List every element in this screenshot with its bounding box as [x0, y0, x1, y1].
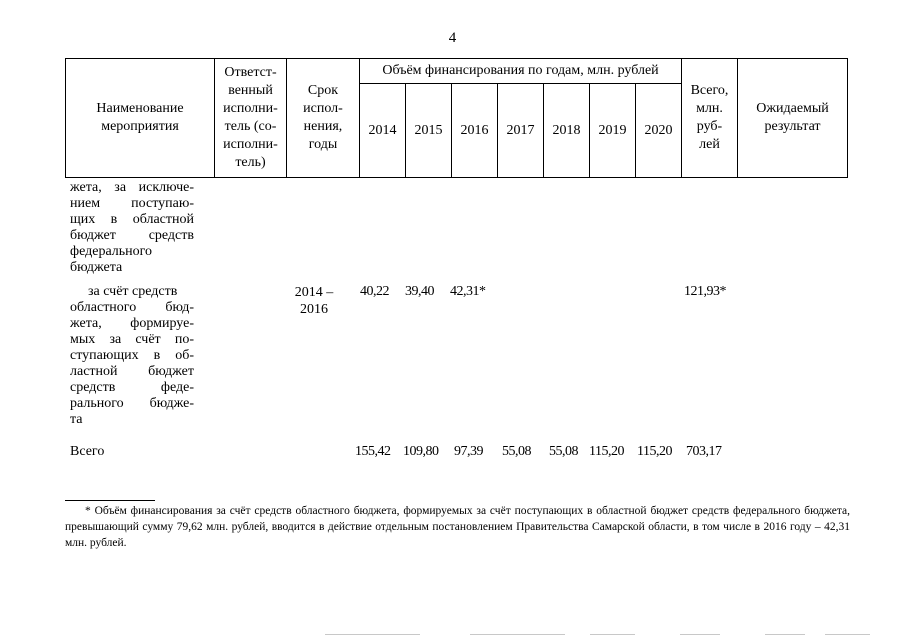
footnote-divider — [65, 500, 155, 501]
row-total-label: Всего — [70, 444, 105, 459]
row-regional-name: за счёт средств областного бюд- жета, формируе- мых за счёт по- ступающих в об- ластной бюджет средств феде- рального бюдже- та — [70, 284, 194, 427]
value-cell: 55,08 — [502, 444, 531, 459]
page-number: 4 — [448, 30, 457, 46]
value-cell: 97,39 — [454, 444, 483, 459]
header-responsible: Ответст- венный исполни- тель (со- исполни- тель) — [215, 59, 287, 178]
header-year: 2014 — [360, 84, 406, 178]
value-cell: 115,20 — [637, 444, 672, 459]
table-header — [65, 58, 848, 178]
header-result: Ожидаемый результат — [738, 59, 848, 178]
row-regional-term: 2014 – 2016 — [294, 285, 334, 317]
value-cell: 155,42 — [355, 444, 391, 459]
value-cell: 55,08 — [549, 444, 578, 459]
header-year: 2018 — [544, 84, 590, 178]
row-continuation: жета, за исключе- нием поступаю- щих в областной бюджет средств федерального бюджета — [70, 180, 194, 275]
value-cell: 40,22 — [360, 284, 389, 299]
scan-mark — [325, 634, 420, 635]
value-cell: 121,93* — [684, 284, 726, 299]
value-cell: 39,40 — [405, 284, 434, 299]
header-year: 2016 — [452, 84, 498, 178]
footnote: * Объём финансирования за счёт средств областного бюджета, формируемых за счёт поступающих в областной бюджет средств федерального бюджета, превышающий сумму 79,62 млн. рублей, вводится в действие отдельным постановлением Правительства Самарской области, в том числе в 2016 году – 42,31 млн. рублей. — [65, 505, 850, 549]
value-cell: 703,17 — [686, 444, 722, 459]
header-year: 2015 — [406, 84, 452, 178]
header-year: 2020 — [636, 84, 682, 178]
header-funding-group: Объём финансирования по годам, млн. рублей — [360, 59, 682, 84]
scan-mark — [680, 634, 720, 635]
value-cell: 115,20 — [589, 444, 624, 459]
header-term: Срок испол- нения, годы — [287, 59, 360, 178]
value-cell: 109,80 — [403, 444, 439, 459]
header-total: Всего, млн. руб- лей — [682, 59, 738, 178]
scan-mark — [590, 634, 635, 635]
scan-mark — [470, 634, 565, 635]
scan-mark — [765, 634, 805, 635]
value-cell: 42,31* — [450, 284, 486, 299]
scan-mark — [825, 634, 870, 635]
header-name: Наименование мероприятия — [66, 59, 215, 178]
header-year: 2017 — [498, 84, 544, 178]
header-year: 2019 — [590, 84, 636, 178]
